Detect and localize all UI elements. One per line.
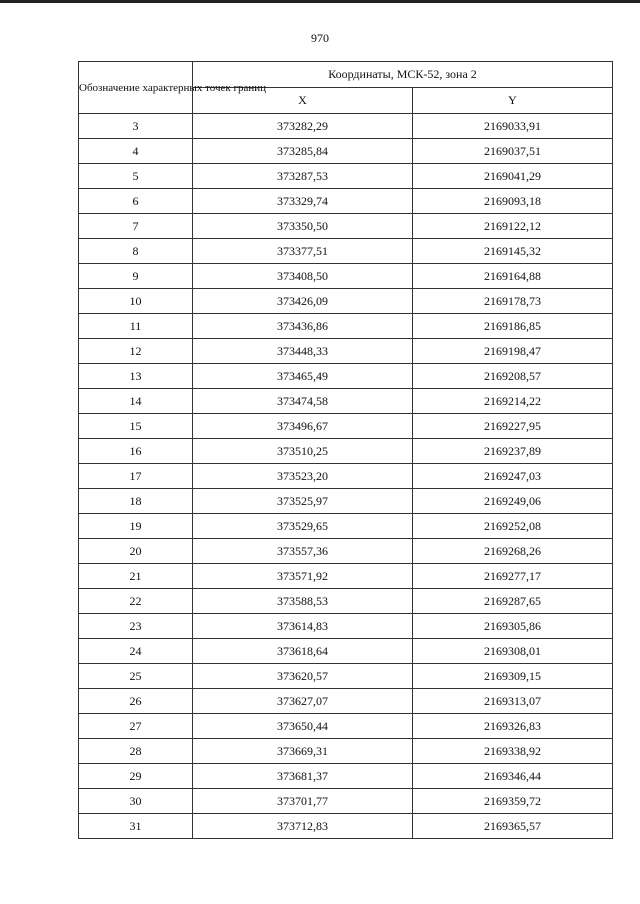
table-row: [79, 739, 613, 764]
point-label-cell: 15: [79, 414, 193, 439]
x-coordinate-cell: 373627,07: [193, 689, 413, 714]
point-label-cell: 3: [79, 114, 193, 139]
x-coordinate-cell: 373496,67: [193, 414, 413, 439]
point-label-cell: 28: [79, 739, 193, 764]
y-coordinate-cell: 2169268,26: [413, 539, 613, 564]
point-label-cell: 20: [79, 539, 193, 564]
point-label-cell: 30: [79, 789, 193, 814]
coordinates-system-header: Координаты, МСК-52, зона 2: [193, 62, 613, 88]
point-label-cell: 27: [79, 714, 193, 739]
table-row: [79, 264, 613, 289]
y-coordinate-cell: 2169122,12: [413, 214, 613, 239]
x-coordinate-cell: 373701,77: [193, 789, 413, 814]
y-coordinate-cell: 2169178,73: [413, 289, 613, 314]
point-label-cell: 13: [79, 364, 193, 389]
point-label-cell: 23: [79, 614, 193, 639]
x-coordinate-cell: 373618,64: [193, 639, 413, 664]
point-label-header: Обозначение характерных точек границ: [79, 62, 193, 114]
x-coordinate-cell: 373408,50: [193, 264, 413, 289]
table-row: [79, 714, 613, 739]
point-label-cell: 21: [79, 564, 193, 589]
y-coordinate-cell: 2169338,92: [413, 739, 613, 764]
point-label-cell: 29: [79, 764, 193, 789]
y-coordinate-cell: 2169313,07: [413, 689, 613, 714]
y-coordinate-cell: 2169287,65: [413, 589, 613, 614]
x-coordinate-cell: 373529,65: [193, 514, 413, 539]
table-row: [79, 664, 613, 689]
y-coordinate-cell: 2169237,89: [413, 439, 613, 464]
y-coordinate-cell: 2169033,91: [413, 114, 613, 139]
y-coordinate-cell: 2169227,95: [413, 414, 613, 439]
point-label-cell: 6: [79, 189, 193, 214]
y-coordinate-cell: 2169277,17: [413, 564, 613, 589]
table-row: [79, 239, 613, 264]
x-coordinate-cell: 373571,92: [193, 564, 413, 589]
x-coordinate-cell: 373377,51: [193, 239, 413, 264]
table-row: [79, 289, 613, 314]
table-row: [79, 414, 613, 439]
x-coordinate-cell: 373474,58: [193, 389, 413, 414]
x-coordinate-cell: 373681,37: [193, 764, 413, 789]
y-column-header: Y: [413, 88, 613, 114]
point-label-cell: 10: [79, 289, 193, 314]
table-row: [79, 589, 613, 614]
point-label-cell: 8: [79, 239, 193, 264]
table-row: [79, 339, 613, 364]
point-label-cell: 31: [79, 814, 193, 839]
y-coordinate-cell: 2169093,18: [413, 189, 613, 214]
x-coordinate-cell: 373285,84: [193, 139, 413, 164]
y-coordinate-cell: 2169249,06: [413, 489, 613, 514]
table-row: [79, 639, 613, 664]
x-coordinate-cell: 373465,49: [193, 364, 413, 389]
table-row: [79, 464, 613, 489]
x-coordinate-cell: 373426,09: [193, 289, 413, 314]
x-coordinate-cell: 373712,83: [193, 814, 413, 839]
y-coordinate-cell: 2169037,51: [413, 139, 613, 164]
y-coordinate-cell: 2169041,29: [413, 164, 613, 189]
table-row: [79, 164, 613, 189]
y-coordinate-cell: 2169164,88: [413, 264, 613, 289]
x-coordinate-cell: 373329,74: [193, 189, 413, 214]
y-coordinate-cell: 2169305,86: [413, 614, 613, 639]
y-coordinate-cell: 2169346,44: [413, 764, 613, 789]
x-coordinate-cell: 373620,57: [193, 664, 413, 689]
y-coordinate-cell: 2169247,03: [413, 464, 613, 489]
table-row: [79, 364, 613, 389]
point-label-cell: 11: [79, 314, 193, 339]
x-coordinate-cell: 373287,53: [193, 164, 413, 189]
y-coordinate-cell: 2169309,15: [413, 664, 613, 689]
y-coordinate-cell: 2169186,85: [413, 314, 613, 339]
page-number: 970: [311, 31, 329, 45]
table-row: [79, 489, 613, 514]
y-coordinate-cell: 2169198,47: [413, 339, 613, 364]
table-row: [79, 764, 613, 789]
table-row: [79, 539, 613, 564]
table-row: [79, 139, 613, 164]
x-coordinate-cell: 373557,36: [193, 539, 413, 564]
point-label-cell: 16: [79, 439, 193, 464]
point-label-cell: 4: [79, 139, 193, 164]
x-coordinate-cell: 373282,29: [193, 114, 413, 139]
coordinates-table: [78, 61, 613, 839]
table-row: [79, 389, 613, 414]
table-row: [79, 614, 613, 639]
point-label-cell: 9: [79, 264, 193, 289]
y-coordinate-cell: 2169145,32: [413, 239, 613, 264]
point-label-cell: 12: [79, 339, 193, 364]
x-coordinate-cell: 373525,97: [193, 489, 413, 514]
top-edge-rule: [0, 0, 640, 3]
table-row: [79, 814, 613, 839]
x-coordinate-cell: 373436,86: [193, 314, 413, 339]
point-label-cell: 26: [79, 689, 193, 714]
x-coordinate-cell: 373588,53: [193, 589, 413, 614]
table-row: [79, 114, 613, 139]
x-coordinate-cell: 373650,44: [193, 714, 413, 739]
x-coordinate-cell: 373669,31: [193, 739, 413, 764]
table-row: [79, 689, 613, 714]
y-coordinate-cell: 2169365,57: [413, 814, 613, 839]
coordinates-table-body: [79, 114, 613, 839]
table-row: [79, 789, 613, 814]
point-label-cell: 18: [79, 489, 193, 514]
point-label-cell: 7: [79, 214, 193, 239]
x-coordinate-cell: 373448,33: [193, 339, 413, 364]
point-label-cell: 17: [79, 464, 193, 489]
point-label-cell: 24: [79, 639, 193, 664]
point-label-cell: 22: [79, 589, 193, 614]
table-row: [79, 214, 613, 239]
y-coordinate-cell: 2169308,01: [413, 639, 613, 664]
table-row: [79, 514, 613, 539]
y-coordinate-cell: 2169252,08: [413, 514, 613, 539]
point-label-cell: 19: [79, 514, 193, 539]
x-coordinate-cell: 373614,83: [193, 614, 413, 639]
point-label-cell: 14: [79, 389, 193, 414]
x-coordinate-cell: 373523,20: [193, 464, 413, 489]
x-coordinate-cell: 373350,50: [193, 214, 413, 239]
y-coordinate-cell: 2169214,22: [413, 389, 613, 414]
table-row: [79, 314, 613, 339]
y-coordinate-cell: 2169359,72: [413, 789, 613, 814]
table-row: [79, 439, 613, 464]
x-coordinate-cell: 373510,25: [193, 439, 413, 464]
table-row: [79, 189, 613, 214]
point-label-cell: 5: [79, 164, 193, 189]
x-column-header: X: [193, 88, 413, 114]
point-label-cell: 25: [79, 664, 193, 689]
table-row: [79, 564, 613, 589]
y-coordinate-cell: 2169326,83: [413, 714, 613, 739]
y-coordinate-cell: 2169208,57: [413, 364, 613, 389]
